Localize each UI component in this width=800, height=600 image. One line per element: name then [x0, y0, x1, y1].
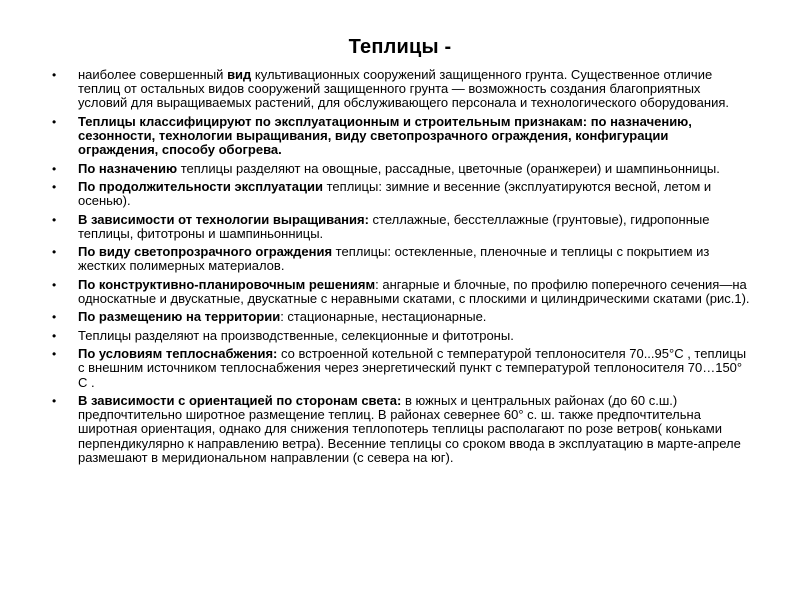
bold-text: По продолжительности эксплуатации [78, 178, 324, 194]
body-text: культивационных сооружений защищенного грунта. Существенное отличие теплиц от остальных видов сооружений защищенного грунта — возможность создания благоприятных условий для выращиваемых растений, для обслуживающего персонала и технологического оборудования. [78, 67, 729, 111]
bold-text: По назначению [78, 160, 178, 176]
bold-text: вид [227, 67, 252, 82]
list-item [52, 180, 752, 208]
list-item [52, 310, 752, 324]
bullet-icon: • [52, 393, 57, 408]
slide-title: Теплицы - [348, 36, 452, 58]
bold-text: По условиям теплоснабжения: [78, 346, 278, 362]
bullet-icon: • [52, 68, 57, 82]
body-text: : ангарные и блочные, по профилю поперечного сечения—на односкатные и двускатные, двускатные с неравными скатами, с плоскими и цилиндрическими скатами (рис.1). [78, 276, 750, 306]
body-text: в южных и центральных районах (до 60 с.ш.) предпочтительно широтное размещение теплиц. В районах севернее 60° с. ш. также предпочтительна широтная ориентация, однако для снижения теплопотерь теплицы располагают по розе ветров( коньками перпендикулярно к направлению ветра). Весенние теплицы со сроком ввода в эксплуатацию в марте-апреле размешают в меридиональном направлении (с севера на юг). [78, 392, 741, 465]
bullet-list [52, 68, 752, 469]
bullet-icon: • [52, 114, 57, 129]
body-text: теплицы разделяют на овощные, рассадные, цветочные (оранжереи) и шампиньонницы. [177, 160, 720, 176]
list-item [52, 329, 752, 343]
bullet-icon: • [52, 310, 57, 325]
body-text: Теплицы разделяют на производственные, селекционные и фитотроны. [78, 327, 514, 343]
bullet-icon: • [52, 179, 57, 194]
body-text: стеллажные, бесстеллажные (грунтовые), гидропонные теплицы, фитотроны и шампиньонницы. [78, 211, 710, 241]
body-text: теплицы: зимние и весенние (эксплуатируются весной, летом и осенью). [78, 178, 712, 209]
bullet-icon: • [52, 347, 57, 362]
bold-text: Теплицы классифицируют по эксплуатационным и строительным признакам: по назначению, сезонности, технологии выращивания, виду светопрозрачного ограждения, конфигурации ограждения, способу обогрева. [78, 113, 692, 158]
list-item [52, 115, 752, 158]
bullet-icon: • [52, 212, 57, 227]
bullet-icon: • [52, 245, 57, 260]
body-text: со встроенной котельной с температурой теплоносителя 70...95°C , теплицы с внешним источником теплоснабжения через энергетический пункт с температурой теплоносителя 70…150° С . [78, 346, 747, 390]
bold-text: По размещению на территории [78, 309, 281, 325]
bold-text: По конструктивно-планировочным решениям [78, 276, 376, 292]
body-text: : стационарные, нестационарные. [280, 309, 487, 325]
list-item [52, 394, 752, 465]
bold-text: По виду светопрозрачного ограждения [78, 244, 333, 260]
list-item [52, 213, 752, 241]
body-text: наиболее совершенный [78, 67, 228, 82]
list-item [52, 278, 752, 306]
body-text: теплицы: остекленные, пленочные и теплицы с покрытием из жестких полимерных материалов. [78, 244, 710, 274]
bullet-icon: • [52, 328, 57, 343]
list-item [52, 162, 752, 176]
bold-text: В зависимости с ориентацией по сторонам света: [78, 392, 402, 408]
list-item [52, 347, 752, 390]
list-item [52, 245, 752, 273]
bold-text: В зависимости от технологии выращивания: [78, 211, 369, 227]
bullet-icon: • [52, 161, 57, 176]
bullet-icon: • [52, 277, 57, 292]
list-item [52, 68, 752, 111]
